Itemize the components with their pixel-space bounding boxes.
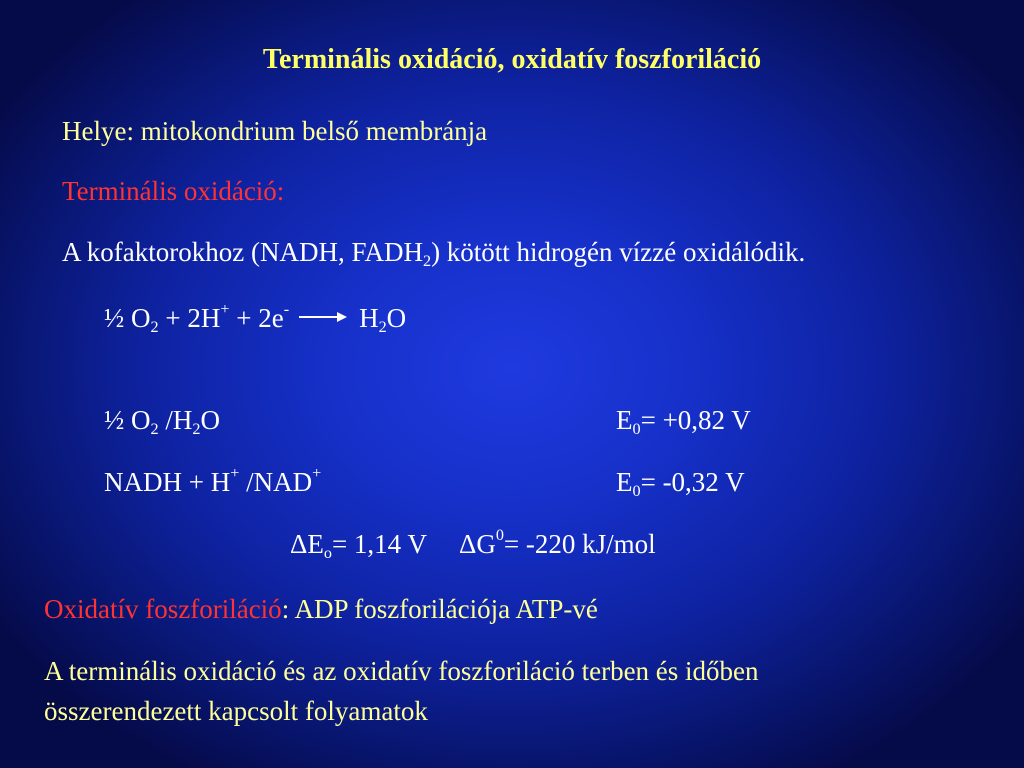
location-line: Helye: mitokondrium belső membránja <box>62 116 488 146</box>
couple1-e-label: E <box>616 405 633 435</box>
couple2-e-sub: 0 <box>632 481 641 500</box>
oxphos-label: Oxidatív foszforiláció <box>44 594 282 624</box>
couple2-b: /NAD <box>239 467 313 497</box>
couple2-sup1: + <box>230 464 240 483</box>
delta-e-prefix: ΔE <box>290 529 324 559</box>
summary-line-2: összerendezett kapcsolt folyamatok <box>44 696 428 726</box>
redox-potential-nadh <box>616 467 745 500</box>
delta-g-value: = -220 kJ/mol <box>503 529 656 559</box>
delta-g-prefix: ΔG <box>458 529 496 559</box>
couple1-sub2: 2 <box>192 419 201 438</box>
cofactor-line <box>62 237 806 270</box>
couple1-b: /H <box>158 405 193 435</box>
couple2-e-value: = -0,32 V <box>640 467 745 497</box>
couple1-a: ½ O <box>104 405 151 435</box>
cofactor-subscript: 2 <box>422 251 432 270</box>
delta-g-sup: 0 <box>495 526 504 545</box>
slide-title: Terminális oxidáció, oxidatív foszforiláció <box>262 44 762 75</box>
couple2-a: NADH + H <box>104 467 231 497</box>
oxphos-definition: : ADP foszforilációja ATP-vé <box>281 594 598 624</box>
reaction-lhs-sup2: - <box>283 300 290 319</box>
terminal-oxidation-heading: Terminális oxidáció: <box>62 176 285 206</box>
oxphos-line <box>44 596 598 623</box>
reaction-lhs-b: + 2H <box>158 303 221 333</box>
couple1-c: O <box>200 405 220 435</box>
couple1-e-value: = +0,82 V <box>640 405 751 435</box>
reaction-arrow-icon <box>299 316 345 318</box>
reaction-lhs-sub: 2 <box>150 317 159 336</box>
reaction-rhs-a: H <box>359 303 379 333</box>
summary-line-1: A terminális oxidáció és az oxidatív foszforiláció terben és időben <box>44 656 759 686</box>
reaction-rhs-b: O <box>386 303 407 333</box>
delta-energy-line <box>290 526 656 562</box>
delta-e-sub: o <box>323 543 332 562</box>
couple2-e-label: E <box>616 467 633 497</box>
redox-potential-oxygen <box>616 405 751 438</box>
redox-couple-nadh <box>104 464 322 497</box>
couple2-sup2: + <box>312 464 322 483</box>
cofactor-text-1: A kofaktorokhoz (NADH, FADH <box>62 237 423 267</box>
delta-e-value: = 1,14 V <box>331 529 427 559</box>
couple1-e-sub: 0 <box>632 419 641 438</box>
redox-couple-oxygen <box>104 405 220 438</box>
couple1-sub1: 2 <box>150 419 159 438</box>
reaction-rhs-sub: 2 <box>378 317 387 336</box>
reaction-lhs-c: + 2e <box>229 303 284 333</box>
reaction-lhs-a: ½ O <box>104 303 151 333</box>
cofactor-text-2: ) kötött hidrogén vízzé oxidálódik. <box>431 237 806 267</box>
reaction-equation <box>104 300 407 336</box>
reaction-lhs-sup1: + <box>220 300 230 319</box>
